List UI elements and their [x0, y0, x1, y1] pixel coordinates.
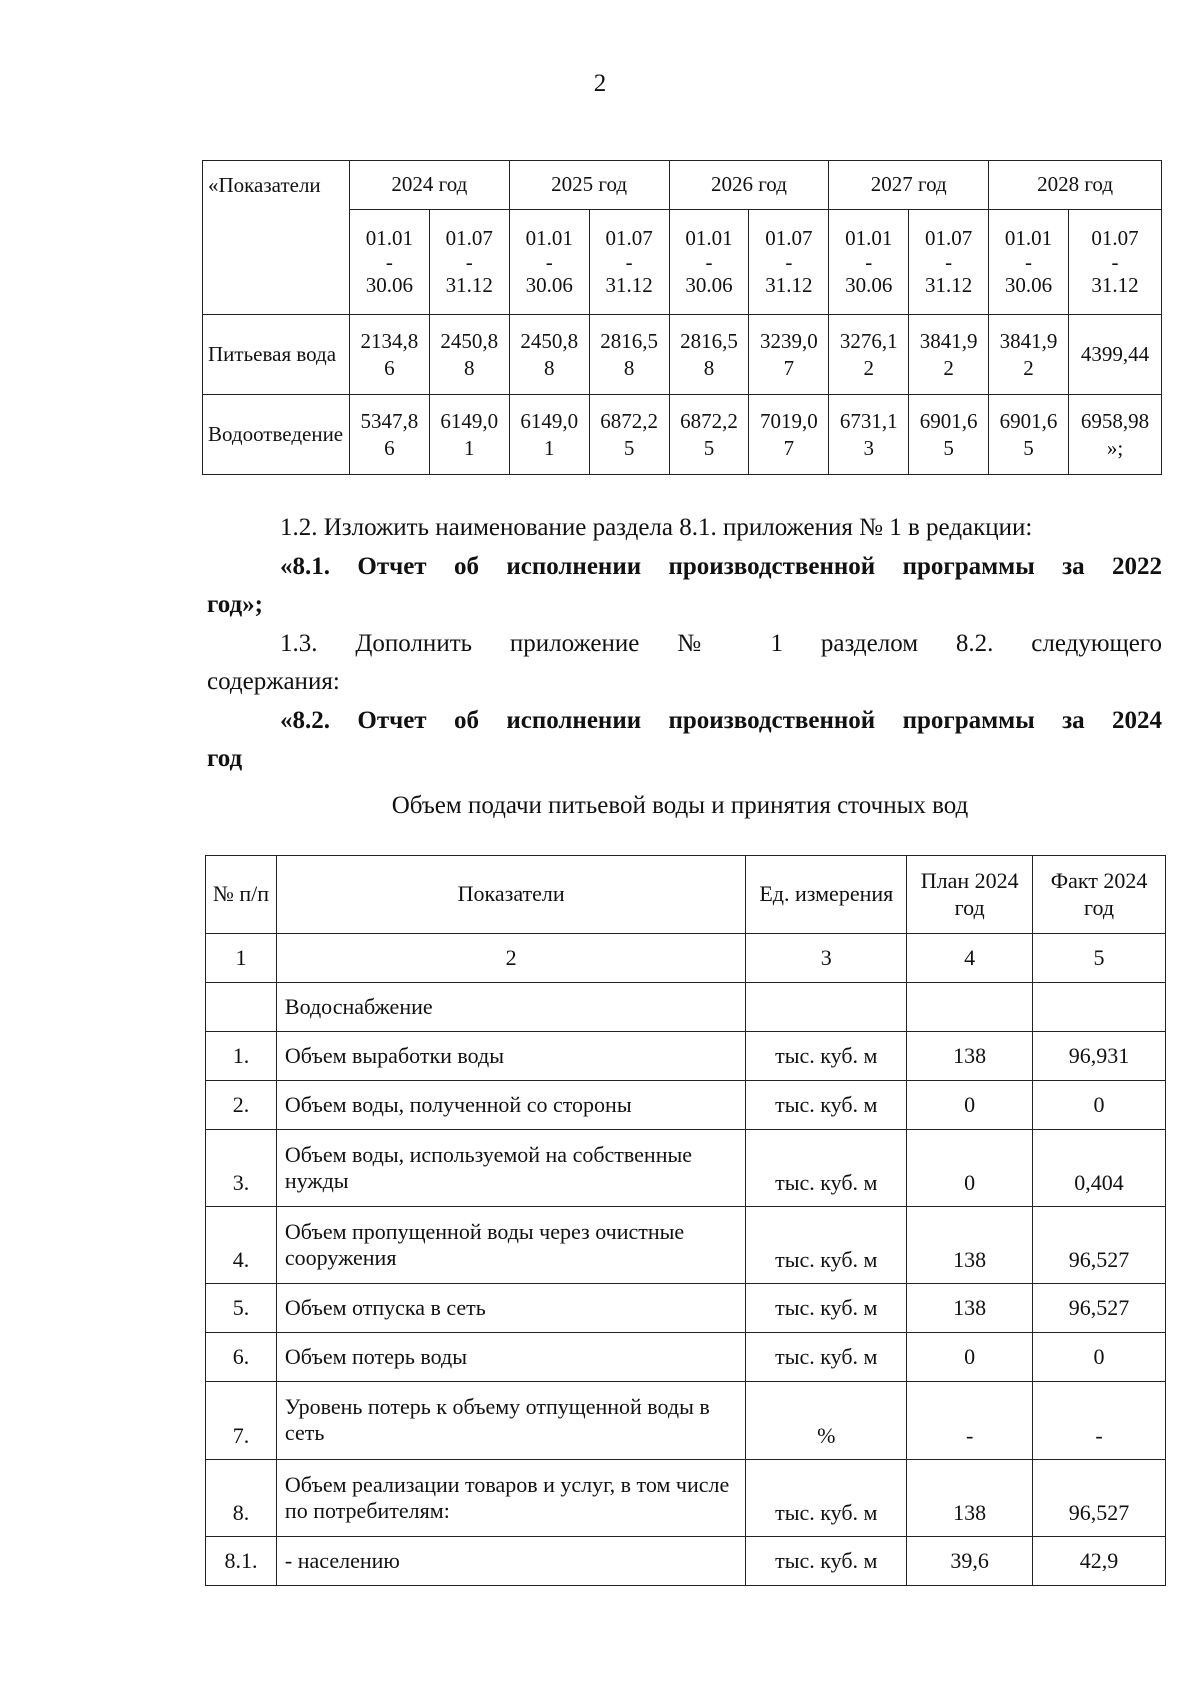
- tariff-row-drinking-water: [203, 315, 1162, 395]
- section-row: [206, 983, 1166, 1032]
- paragraph-1-3-line1: 1.3. Дополнить приложение № 1 разделом 8.2. следующего: [280, 630, 1162, 657]
- tariff-value-text: 2450,8: [520, 328, 579, 353]
- column-number: 2: [276, 934, 745, 983]
- row-num: 7.: [206, 1382, 277, 1460]
- tariff-value-tail: 2: [863, 355, 874, 380]
- heading-8-2-line2: год: [207, 745, 243, 772]
- row-num: 1.: [206, 1032, 277, 1081]
- heading-8-2-line1: «8.2. Отчет об исполнении производственной программы за 2024: [280, 707, 1162, 734]
- period-start: 01.01: [365, 226, 414, 250]
- row-plan: 138: [907, 1207, 1033, 1284]
- tariff-value-text: 6901,6: [919, 408, 978, 433]
- tariff-value: [1068, 395, 1161, 475]
- tariff-value-tail: 3: [863, 435, 874, 460]
- tariff-value: [909, 395, 989, 475]
- tariff-value-text: 6872,2: [680, 408, 738, 433]
- volume-table: [205, 855, 1166, 1586]
- period-start: 01.07: [1091, 226, 1139, 250]
- tariff-value: [989, 315, 1069, 395]
- row-indicator: Уровень потерь к объему отпущенной воды в сеть: [276, 1382, 745, 1460]
- tariff-value-text: 6731,1: [839, 408, 898, 433]
- tariff-value-text: 7019,0: [759, 408, 818, 433]
- tariff-value-text: 3276,1: [839, 328, 898, 353]
- tariff-value-tail: 5: [943, 435, 954, 460]
- header-fact: Факт 2024 год: [1033, 856, 1166, 934]
- table-row: [206, 1537, 1166, 1586]
- period-dash: -: [945, 250, 953, 274]
- tariff-value-tail: 8: [703, 355, 715, 380]
- period-end: 31.12: [445, 273, 493, 297]
- row-fact: 42,9: [1033, 1537, 1166, 1586]
- tariff-value: [749, 315, 829, 395]
- table-row: [206, 1284, 1166, 1333]
- tariff-period: [429, 210, 509, 315]
- row-indicator: Объем реализации товаров и услуг, в том числе по потребителям:: [276, 1460, 745, 1537]
- period-start: 01.07: [765, 226, 813, 250]
- header-unit: Ед. измерения: [746, 856, 907, 934]
- tariff-value: 4399,44: [1068, 315, 1161, 395]
- page-number: 2: [593, 70, 607, 97]
- tariff-value-text: 3239,0: [759, 328, 818, 353]
- row-fact: -: [1033, 1382, 1166, 1460]
- tariff-year-header: 2027 год: [829, 161, 989, 210]
- table-row: [206, 1382, 1166, 1460]
- tariff-value-tail: 8: [464, 355, 475, 380]
- period-end: 31.12: [925, 273, 973, 297]
- tariff-value: [749, 395, 829, 475]
- period-start: 01.01: [845, 226, 893, 250]
- table-row: [206, 1207, 1166, 1284]
- tariff-value-tail: 1: [543, 435, 555, 460]
- section-plan: [907, 983, 1033, 1032]
- tariff-period: [749, 210, 829, 315]
- tariff-value-text: 5347,8: [360, 408, 419, 433]
- tariff-value-tail: 5: [623, 435, 635, 460]
- paragraph-1-2: 1.2. Изложить наименование раздела 8.1. приложения № 1 в редакции:: [280, 514, 1033, 541]
- tariff-value-tail: 7: [783, 355, 795, 380]
- row-plan: 0: [907, 1333, 1033, 1382]
- tariff-period: [669, 210, 749, 315]
- row-indicator: Объем отпуска в сеть: [276, 1284, 745, 1333]
- paragraph-1-3-line2: содержания:: [207, 668, 340, 695]
- row-unit: тыс. куб. м: [746, 1130, 907, 1207]
- period-start: 01.07: [605, 226, 653, 250]
- tariff-value-tail: »;: [1106, 435, 1124, 460]
- row-unit: %: [746, 1382, 907, 1460]
- tariff-row-wastewater: [203, 395, 1162, 475]
- period-end: 30.06: [525, 273, 573, 297]
- period-dash: -: [625, 250, 633, 274]
- tariff-value: [509, 315, 589, 395]
- row-plan: 0: [907, 1130, 1033, 1207]
- row-fact: 96,527: [1033, 1284, 1166, 1333]
- tariff-value: [989, 395, 1069, 475]
- column-number: 3: [746, 934, 907, 983]
- tariff-value-tail: 5: [1023, 435, 1034, 460]
- row-fact: 0,404: [1033, 1130, 1166, 1207]
- heading-8-1-line1: «8.1. Отчет об исполнении производственной программы за 2022: [280, 553, 1162, 580]
- row-unit: тыс. куб. м: [746, 1207, 907, 1284]
- volume-table-header-row: [206, 856, 1166, 934]
- period-end: 31.12: [1091, 273, 1139, 297]
- row-plan: 39,6: [907, 1537, 1033, 1586]
- section-unit: [746, 983, 907, 1032]
- period-dash: -: [785, 250, 793, 274]
- period-end: 30.06: [845, 273, 893, 297]
- section-num: [206, 983, 277, 1032]
- table-row: [206, 1333, 1166, 1382]
- tariff-value: [909, 315, 989, 395]
- period-end: 30.06: [685, 273, 733, 297]
- period-start: 01.01: [685, 226, 733, 250]
- tariff-year-header: 2028 год: [989, 161, 1162, 210]
- period-dash: -: [1025, 250, 1033, 274]
- header-plan: План 2024 год: [907, 856, 1033, 934]
- row-num: 3.: [206, 1130, 277, 1207]
- table-row: [206, 1130, 1166, 1207]
- row-plan: 0: [907, 1081, 1033, 1130]
- tariff-year-header: 2025 год: [509, 161, 669, 210]
- row-unit: тыс. куб. м: [746, 1460, 907, 1537]
- tariff-value: [589, 395, 669, 475]
- row-unit: тыс. куб. м: [746, 1537, 907, 1586]
- tariff-value-tail: 1: [464, 435, 475, 460]
- tariff-value-text: 2816,5: [600, 328, 658, 353]
- period-dash: -: [705, 250, 713, 274]
- tariff-value-tail: 2: [1023, 355, 1034, 380]
- tariff-period: [1068, 210, 1161, 315]
- row-unit: тыс. куб. м: [746, 1081, 907, 1130]
- header-indicator: Показатели: [276, 856, 745, 934]
- period-dash: -: [545, 250, 553, 274]
- tariff-value: [589, 315, 669, 395]
- period-end: 31.12: [765, 273, 813, 297]
- tariff-value-tail: 6: [384, 355, 395, 380]
- period-start: 01.07: [445, 226, 493, 250]
- row-num: 8.1.: [206, 1537, 277, 1586]
- table-row: [206, 1460, 1166, 1537]
- row-indicator: Объем воды, используемой на собственные нужды: [276, 1130, 745, 1207]
- row-fact: 96,931: [1033, 1032, 1166, 1081]
- section-title: Водоснабжение: [276, 983, 745, 1032]
- row-num: 8.: [206, 1460, 277, 1537]
- tariff-value: [829, 395, 909, 475]
- row-indicator: Объем выработки воды: [276, 1032, 745, 1081]
- period-end: 31.12: [605, 273, 653, 297]
- tariff-year-row: [203, 161, 1162, 210]
- period-dash: -: [1111, 250, 1119, 274]
- period-end: 30.06: [1004, 273, 1053, 297]
- tariff-period: [829, 210, 909, 315]
- tariff-period: [349, 210, 429, 315]
- tariff-value-text: 6901,6: [999, 408, 1058, 433]
- tariff-year-header: 2024 год: [349, 161, 509, 210]
- tariff-value-tail: 8: [543, 355, 555, 380]
- column-number: 4: [907, 934, 1033, 983]
- tariff-value: [429, 315, 509, 395]
- table-caption: Объем подачи питьевой воды и принятия сточных вод: [391, 792, 969, 819]
- tariff-row-label: Водоотведение: [203, 395, 350, 475]
- column-number: 5: [1033, 934, 1166, 983]
- row-num: 6.: [206, 1333, 277, 1382]
- period-dash: -: [865, 250, 873, 274]
- heading-8-1-line2: год»;: [207, 591, 263, 618]
- tariff-period: [589, 210, 669, 315]
- tariff-value-text: 2816,5: [680, 328, 738, 353]
- header-num: № п/п: [206, 856, 277, 934]
- tariff-label-header: «Показатели: [203, 161, 350, 315]
- tariff-period: [509, 210, 589, 315]
- row-plan: -: [907, 1382, 1033, 1460]
- tariff-value-text: 2450,8: [440, 328, 499, 353]
- tariff-value-text: 2134,8: [360, 328, 419, 353]
- tariff-value: [829, 315, 909, 395]
- row-fact: 96,527: [1033, 1460, 1166, 1537]
- section-fact: [1033, 983, 1166, 1032]
- row-unit: тыс. куб. м: [746, 1333, 907, 1382]
- tariff-value-text: 3841,9: [919, 328, 978, 353]
- tariff-value-tail: 6: [384, 435, 395, 460]
- tariff-value: [669, 395, 749, 475]
- period-start: 01.01: [1004, 226, 1053, 250]
- table-row: [206, 1081, 1166, 1130]
- row-fact: 0: [1033, 1333, 1166, 1382]
- period-start: 01.07: [925, 226, 973, 250]
- row-indicator: Объем пропущенной воды через очистные сооружения: [276, 1207, 745, 1284]
- period-end: 30.06: [365, 273, 414, 297]
- row-unit: тыс. куб. м: [746, 1032, 907, 1081]
- tariff-value-text: 3841,9: [999, 328, 1058, 353]
- row-num: 5.: [206, 1284, 277, 1333]
- tariff-value-tail: 8: [623, 355, 635, 380]
- row-plan: 138: [907, 1032, 1033, 1081]
- row-fact: 96,527: [1033, 1207, 1166, 1284]
- tariff-year-header: 2026 год: [669, 161, 829, 210]
- tariff-value-text: 6958,98: [1080, 408, 1150, 433]
- tariff-period: [909, 210, 989, 315]
- tariff-value-text: 6872,2: [600, 408, 658, 433]
- tariff-value-tail: 5: [703, 435, 715, 460]
- tariff-value-tail: 2: [943, 355, 954, 380]
- row-plan: 138: [907, 1284, 1033, 1333]
- row-fact: 0: [1033, 1081, 1166, 1130]
- tariff-value: [429, 395, 509, 475]
- column-number: 1: [206, 934, 277, 983]
- row-num: 2.: [206, 1081, 277, 1130]
- period-dash: -: [465, 250, 473, 274]
- period-start: 01.01: [525, 226, 573, 250]
- period-dash: -: [385, 250, 393, 274]
- tariff-value-tail: 7: [783, 435, 795, 460]
- column-number-row: [206, 934, 1166, 983]
- tariff-period: [989, 210, 1069, 315]
- tariff-value: [509, 395, 589, 475]
- tariff-table: [202, 160, 1162, 475]
- table-row: [206, 1032, 1166, 1081]
- row-indicator: Объем потерь воды: [276, 1333, 745, 1382]
- tariff-value: [349, 395, 429, 475]
- row-plan: 138: [907, 1460, 1033, 1537]
- tariff-row-label: Питьевая вода: [203, 315, 350, 395]
- tariff-value-text: 6149,0: [520, 408, 579, 433]
- row-num: 4.: [206, 1207, 277, 1284]
- tariff-value: [349, 315, 429, 395]
- row-indicator: Объем воды, полученной со стороны: [276, 1081, 745, 1130]
- tariff-value: [669, 315, 749, 395]
- row-unit: тыс. куб. м: [746, 1284, 907, 1333]
- row-indicator: - населению: [276, 1537, 745, 1586]
- tariff-value-text: 6149,0: [440, 408, 499, 433]
